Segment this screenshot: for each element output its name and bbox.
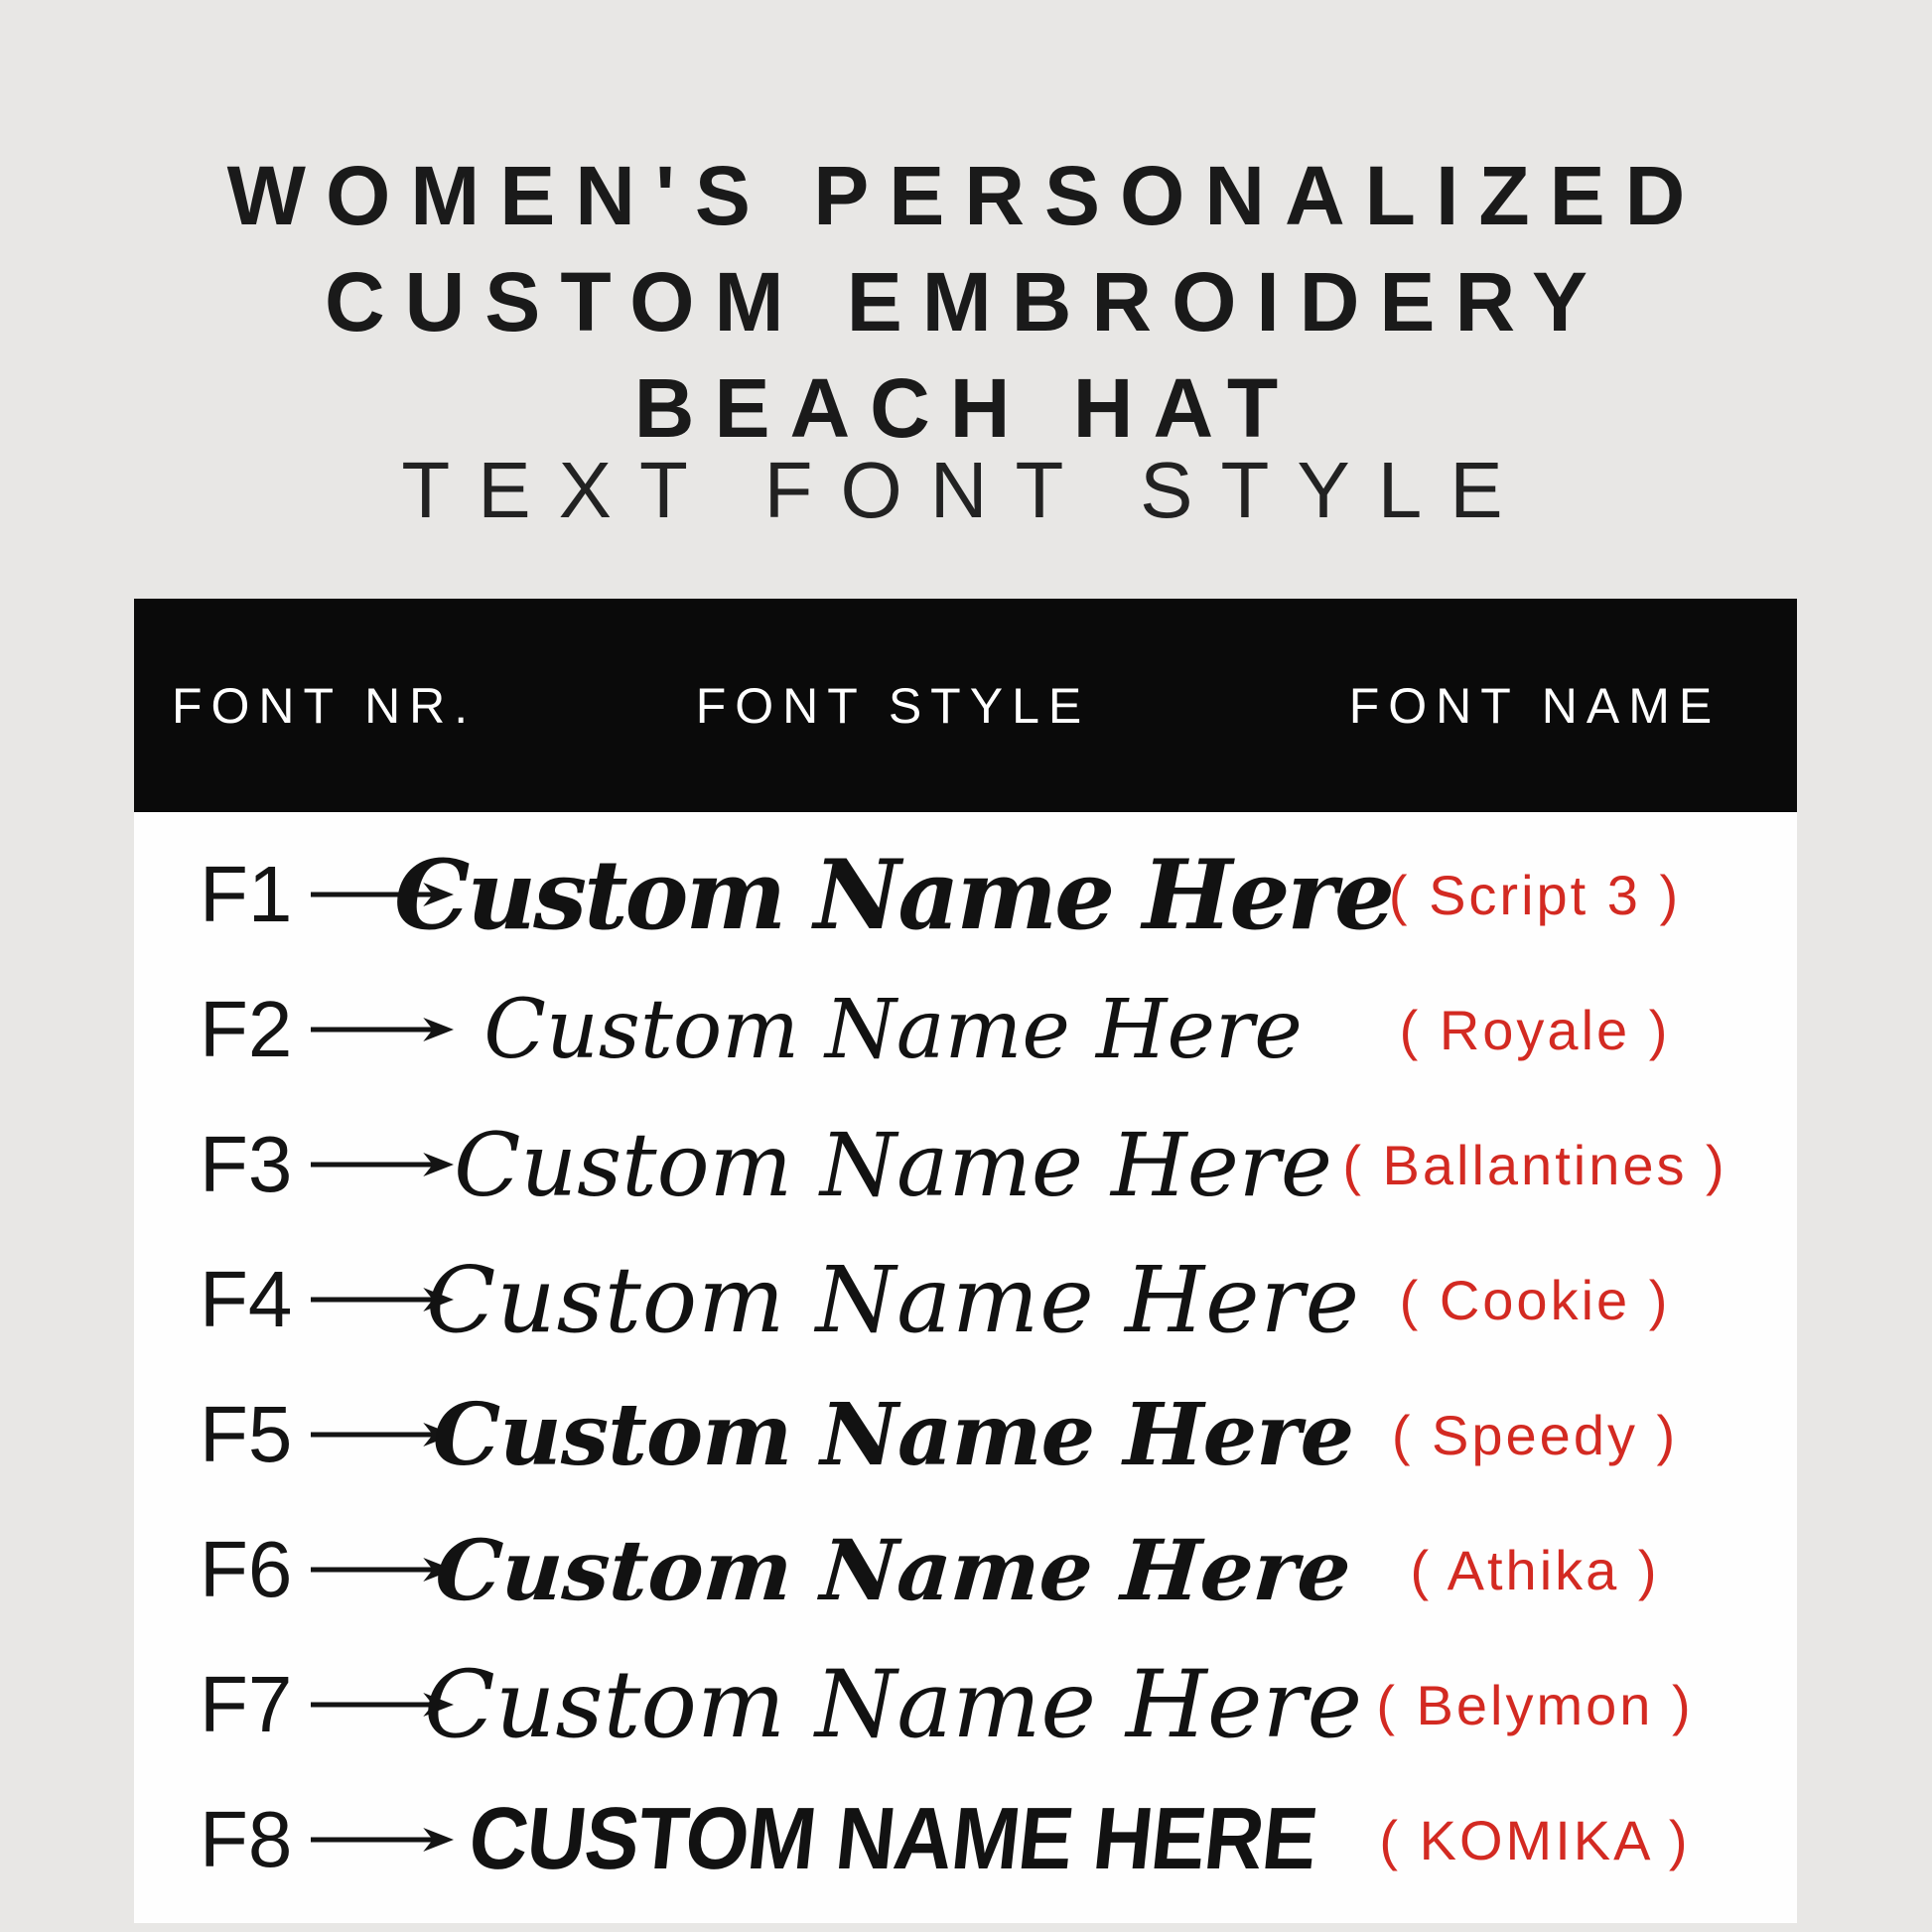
arrow-right-icon	[311, 962, 454, 1097]
subtitle: TEXT FONT STYLE	[401, 446, 1531, 534]
font-name-label: ( Royale )	[1399, 998, 1671, 1061]
font-number: F1	[200, 850, 293, 938]
font-sample: CUSTOM NAME HERE	[465, 1790, 1322, 1888]
font-sample: Custom Name Here	[432, 1520, 1354, 1619]
font-number: F8	[200, 1795, 293, 1883]
table-row	[134, 1502, 1797, 1637]
arrow-right-icon	[311, 1772, 454, 1907]
font-name-label: ( Ballantines )	[1342, 1133, 1727, 1196]
font-sample: Custom Name Here	[423, 1650, 1363, 1759]
title-line-2: CUSTOM EMBROIDERY	[324, 255, 1608, 349]
page-title	[0, 143, 1932, 462]
font-sample: Custom Name Here	[425, 1246, 1361, 1353]
font-name-label: ( KOMIKA )	[1379, 1808, 1691, 1871]
table-row	[134, 1772, 1797, 1907]
font-name-label: ( Belymon )	[1376, 1673, 1694, 1736]
table-header	[134, 599, 1797, 812]
table-body	[134, 812, 1797, 1923]
table-row	[134, 1097, 1797, 1232]
font-number: F5	[200, 1390, 293, 1478]
table-row	[134, 1637, 1797, 1772]
arrow-right-icon	[311, 1097, 454, 1232]
column-header-font-nr: FONT NR.	[172, 677, 478, 734]
font-name-label: ( Athika )	[1410, 1538, 1660, 1601]
font-number: F7	[200, 1660, 293, 1748]
font-number: F3	[200, 1120, 293, 1208]
font-number: F2	[200, 985, 293, 1073]
font-name-label: ( Cookie )	[1399, 1268, 1671, 1331]
font-sample: Custom Name Here	[454, 1113, 1332, 1216]
table-row	[134, 1367, 1797, 1502]
title-line-1: WOMEN'S PERSONALIZED	[226, 149, 1706, 243]
font-number: F4	[200, 1255, 293, 1343]
column-header-font-name: FONT NAME	[1348, 677, 1722, 734]
table-row	[134, 1232, 1797, 1367]
font-name-label: ( Script 3 )	[1388, 863, 1682, 926]
font-name-label: ( Speedy )	[1391, 1403, 1679, 1466]
font-sample: Custom Name Here	[432, 1384, 1354, 1485]
table-row	[134, 827, 1797, 962]
font-table	[134, 599, 1797, 1923]
column-header-font-style: FONT STYLE	[695, 677, 1091, 734]
title-line-3: BEACH HAT	[633, 361, 1299, 456]
table-row	[134, 962, 1797, 1097]
font-sample: Custom Name Here	[483, 982, 1303, 1077]
font-sample: Custom Name Here	[393, 838, 1393, 951]
font-number: F6	[200, 1525, 293, 1613]
